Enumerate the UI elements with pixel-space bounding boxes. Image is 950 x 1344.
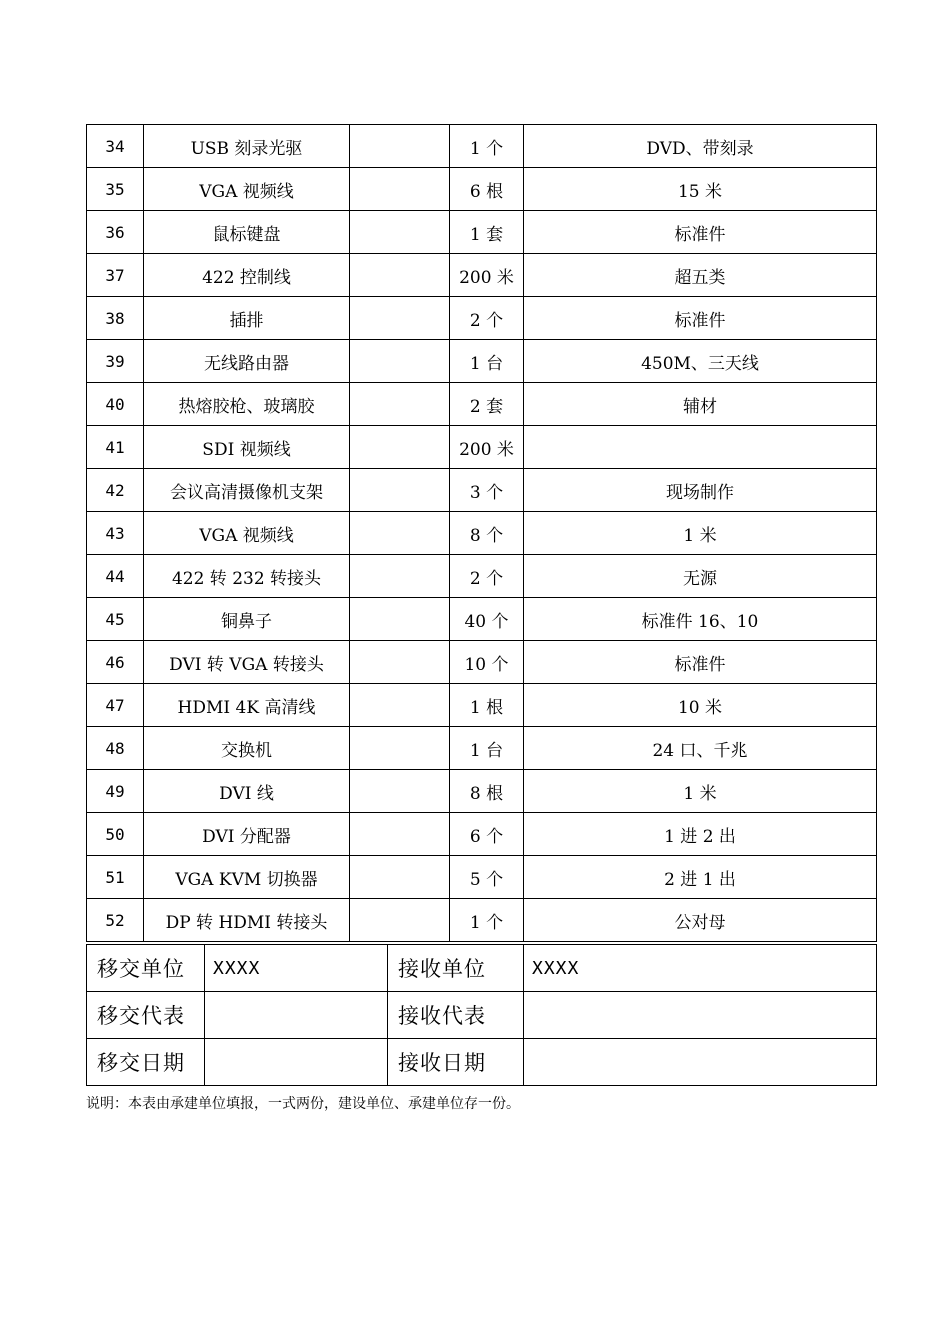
signoff-row-unit bbox=[87, 945, 877, 992]
item-name: 会议高清摄像机支架 bbox=[144, 469, 350, 512]
item-model bbox=[350, 598, 450, 641]
item-remark: 1 米 bbox=[524, 512, 877, 555]
transfer-rep-label: 移交代表 bbox=[87, 992, 205, 1039]
item-model bbox=[350, 469, 450, 512]
item-model bbox=[350, 770, 450, 813]
item-quantity: 6 个 bbox=[450, 813, 524, 856]
item-model bbox=[350, 727, 450, 770]
item-quantity: 6 根 bbox=[450, 168, 524, 211]
item-remark: 15 米 bbox=[524, 168, 877, 211]
item-model bbox=[350, 125, 450, 168]
item-remark: 1 进 2 出 bbox=[524, 813, 877, 856]
item-name: VGA KVM 切换器 bbox=[144, 856, 350, 899]
table-row bbox=[87, 254, 877, 297]
item-quantity: 1 套 bbox=[450, 211, 524, 254]
receive-rep-value bbox=[524, 992, 877, 1039]
table-row bbox=[87, 641, 877, 684]
item-model bbox=[350, 899, 450, 942]
item-name: 插排 bbox=[144, 297, 350, 340]
item-number: 48 bbox=[87, 727, 144, 770]
item-name: DP 转 HDMI 转接头 bbox=[144, 899, 350, 942]
item-number: 44 bbox=[87, 555, 144, 598]
table-row bbox=[87, 125, 877, 168]
item-quantity: 1 个 bbox=[450, 125, 524, 168]
item-number: 35 bbox=[87, 168, 144, 211]
table-row bbox=[87, 555, 877, 598]
table-row bbox=[87, 469, 877, 512]
item-quantity: 2 套 bbox=[450, 383, 524, 426]
item-name: HDMI 4K 高清线 bbox=[144, 684, 350, 727]
transfer-rep-value bbox=[205, 992, 388, 1039]
item-name: 铜鼻子 bbox=[144, 598, 350, 641]
item-number: 46 bbox=[87, 641, 144, 684]
item-number: 39 bbox=[87, 340, 144, 383]
item-model bbox=[350, 426, 450, 469]
item-number: 49 bbox=[87, 770, 144, 813]
transfer-unit-label: 移交单位 bbox=[87, 945, 205, 992]
equipment-table bbox=[86, 124, 877, 942]
item-remark: 无源 bbox=[524, 555, 877, 598]
item-remark: 450M、三天线 bbox=[524, 340, 877, 383]
item-name: VGA 视频线 bbox=[144, 512, 350, 555]
transfer-date-label: 移交日期 bbox=[87, 1039, 205, 1086]
item-number: 34 bbox=[87, 125, 144, 168]
item-name: 热熔胶枪、玻璃胶 bbox=[144, 383, 350, 426]
item-remark: 2 进 1 出 bbox=[524, 856, 877, 899]
item-number: 51 bbox=[87, 856, 144, 899]
signoff-row-rep bbox=[87, 992, 877, 1039]
item-number: 45 bbox=[87, 598, 144, 641]
signoff-table bbox=[86, 944, 877, 1086]
item-number: 47 bbox=[87, 684, 144, 727]
item-model bbox=[350, 211, 450, 254]
table-row bbox=[87, 598, 877, 641]
table-row bbox=[87, 426, 877, 469]
signoff-row-date bbox=[87, 1039, 877, 1086]
table-row bbox=[87, 168, 877, 211]
item-number: 43 bbox=[87, 512, 144, 555]
item-quantity: 1 台 bbox=[450, 727, 524, 770]
receive-unit-label: 接收单位 bbox=[388, 945, 524, 992]
table-row bbox=[87, 899, 877, 942]
equipment-table-body bbox=[87, 125, 877, 942]
table-row bbox=[87, 856, 877, 899]
item-model bbox=[350, 168, 450, 211]
transfer-date-value bbox=[205, 1039, 388, 1086]
item-name: 交换机 bbox=[144, 727, 350, 770]
item-model bbox=[350, 512, 450, 555]
table-row bbox=[87, 813, 877, 856]
item-remark: 24 口、千兆 bbox=[524, 727, 877, 770]
item-name: 鼠标键盘 bbox=[144, 211, 350, 254]
item-quantity: 40 个 bbox=[450, 598, 524, 641]
item-model bbox=[350, 856, 450, 899]
item-quantity: 5 个 bbox=[450, 856, 524, 899]
table-row bbox=[87, 211, 877, 254]
item-quantity: 2 个 bbox=[450, 297, 524, 340]
table-row bbox=[87, 512, 877, 555]
transfer-unit-value: XXXX bbox=[205, 945, 388, 992]
item-model bbox=[350, 254, 450, 297]
item-model bbox=[350, 383, 450, 426]
item-number: 50 bbox=[87, 813, 144, 856]
receive-unit-value: XXXX bbox=[524, 945, 877, 992]
item-remark bbox=[524, 426, 877, 469]
item-name: DVI 线 bbox=[144, 770, 350, 813]
item-model bbox=[350, 641, 450, 684]
item-model bbox=[350, 684, 450, 727]
item-remark: 标准件 bbox=[524, 641, 877, 684]
item-remark: 标准件 16、10 bbox=[524, 598, 877, 641]
item-remark: 标准件 bbox=[524, 211, 877, 254]
item-remark: 10 米 bbox=[524, 684, 877, 727]
table-row bbox=[87, 383, 877, 426]
item-number: 42 bbox=[87, 469, 144, 512]
receive-date-value bbox=[524, 1039, 877, 1086]
item-quantity: 1 台 bbox=[450, 340, 524, 383]
item-remark: 超五类 bbox=[524, 254, 877, 297]
item-model bbox=[350, 813, 450, 856]
item-quantity: 1 个 bbox=[450, 899, 524, 942]
table-row bbox=[87, 340, 877, 383]
item-quantity: 200 米 bbox=[450, 254, 524, 297]
item-quantity: 10 个 bbox=[450, 641, 524, 684]
item-number: 38 bbox=[87, 297, 144, 340]
item-number: 40 bbox=[87, 383, 144, 426]
item-remark: 现场制作 bbox=[524, 469, 877, 512]
item-quantity: 2 个 bbox=[450, 555, 524, 598]
item-number: 41 bbox=[87, 426, 144, 469]
receive-rep-label: 接收代表 bbox=[388, 992, 524, 1039]
item-quantity: 200 米 bbox=[450, 426, 524, 469]
item-number: 52 bbox=[87, 899, 144, 942]
item-number: 37 bbox=[87, 254, 144, 297]
item-name: DVI 分配器 bbox=[144, 813, 350, 856]
item-name: SDI 视频线 bbox=[144, 426, 350, 469]
item-model bbox=[350, 297, 450, 340]
item-remark: 标准件 bbox=[524, 297, 877, 340]
item-remark: 公对母 bbox=[524, 899, 877, 942]
item-quantity: 8 根 bbox=[450, 770, 524, 813]
item-name: VGA 视频线 bbox=[144, 168, 350, 211]
item-quantity: 1 根 bbox=[450, 684, 524, 727]
item-name: 无线路由器 bbox=[144, 340, 350, 383]
item-remark: 辅材 bbox=[524, 383, 877, 426]
table-row bbox=[87, 727, 877, 770]
table-row bbox=[87, 297, 877, 340]
item-model bbox=[350, 555, 450, 598]
item-name: DVI 转 VGA 转接头 bbox=[144, 641, 350, 684]
item-name: 422 控制线 bbox=[144, 254, 350, 297]
item-name: 422 转 232 转接头 bbox=[144, 555, 350, 598]
item-quantity: 3 个 bbox=[450, 469, 524, 512]
item-name: USB 刻录光驱 bbox=[144, 125, 350, 168]
footnote: 说明：本表由承建单位填报，一式两份，建设单位、承建单位存一份。 bbox=[86, 1096, 520, 1112]
item-remark: DVD、带刻录 bbox=[524, 125, 877, 168]
item-number: 36 bbox=[87, 211, 144, 254]
table-row bbox=[87, 770, 877, 813]
receive-date-label: 接收日期 bbox=[388, 1039, 524, 1086]
item-quantity: 8 个 bbox=[450, 512, 524, 555]
item-remark: 1 米 bbox=[524, 770, 877, 813]
item-model bbox=[350, 340, 450, 383]
table-row bbox=[87, 684, 877, 727]
